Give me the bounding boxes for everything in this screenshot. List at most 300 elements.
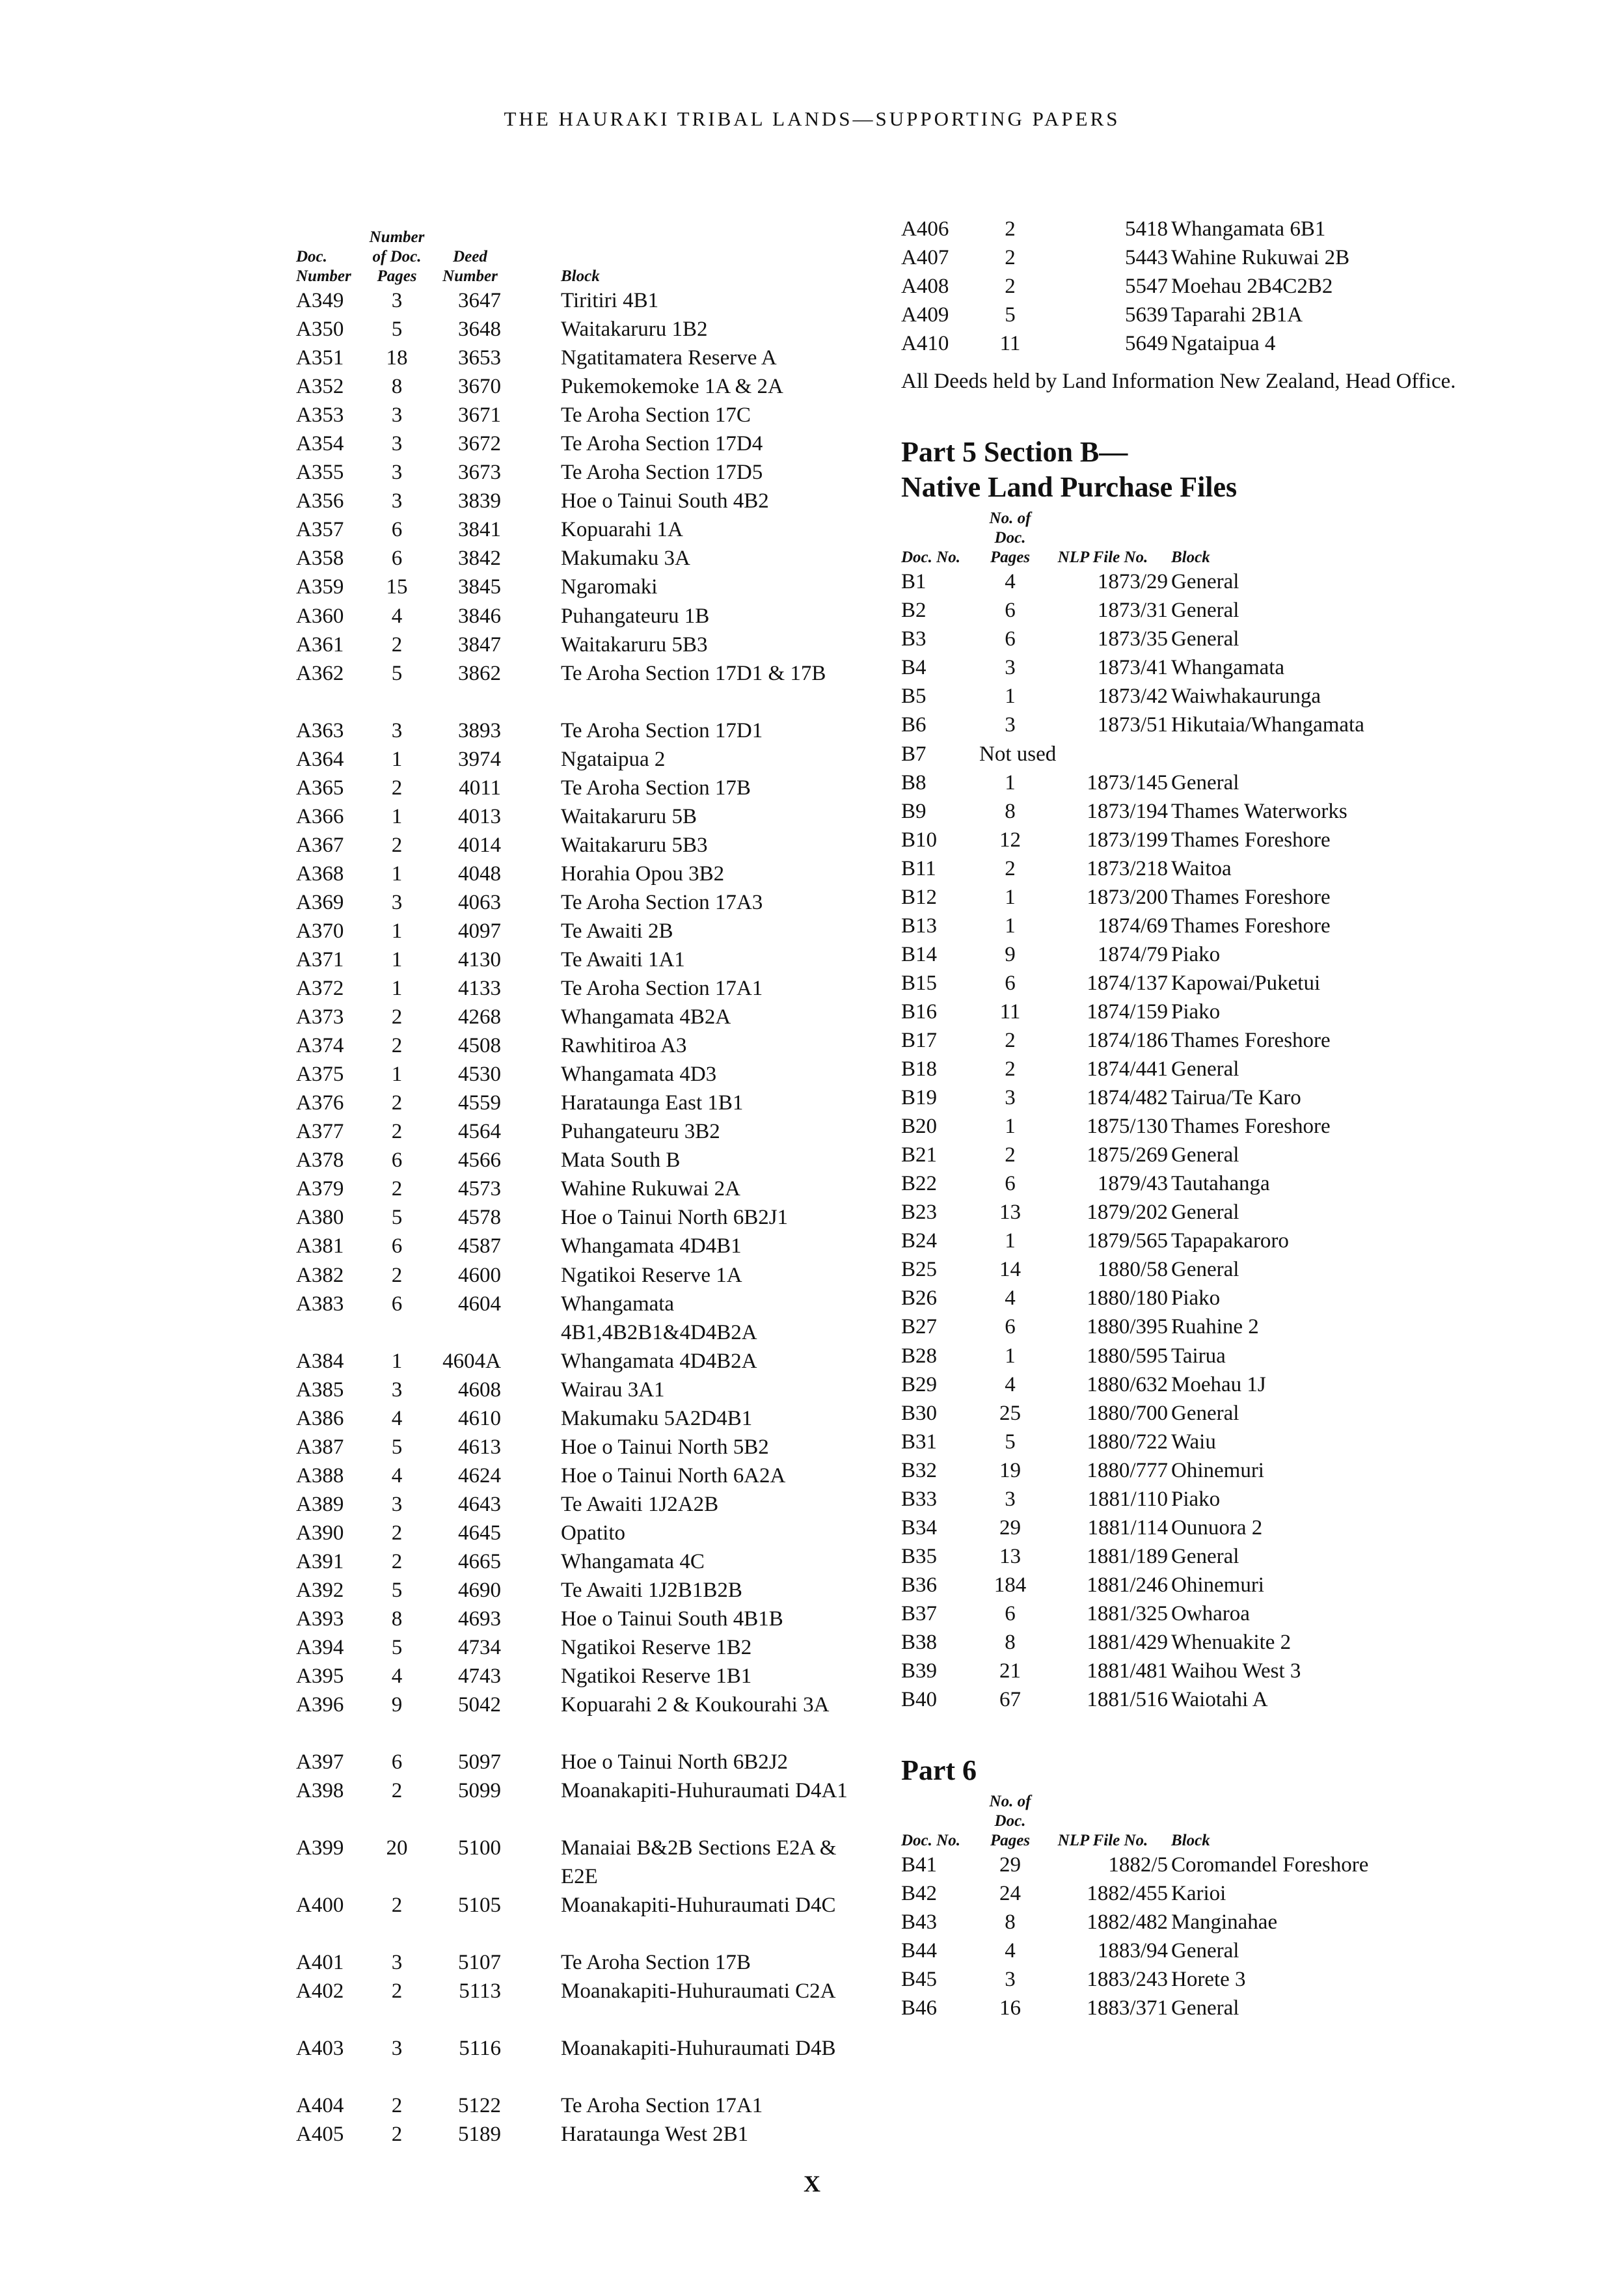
- file-number: 3653: [458, 346, 501, 370]
- doc-number: B27: [901, 1315, 938, 1339]
- page-count: 1: [391, 1349, 403, 1373]
- block-name: Puhangateuru 1B: [561, 604, 710, 628]
- file-number: 1881/114: [1087, 1515, 1168, 1540]
- table-row: [296, 602, 882, 631]
- block-name: Mata South B: [561, 1148, 681, 1173]
- table-row: [296, 1433, 882, 1461]
- header-block: Block: [1171, 1832, 1210, 1850]
- file-number: 4014: [458, 833, 501, 857]
- doc-number: A406: [901, 217, 949, 241]
- part5-title: Part 5 Section B—: [901, 436, 1128, 469]
- doc-number: B7: [901, 742, 927, 766]
- table-row: [901, 1284, 1487, 1312]
- table-row: [296, 1347, 882, 1376]
- page-count: 6: [391, 1234, 403, 1258]
- file-number: 4578: [458, 1206, 501, 1230]
- file-number: 4613: [458, 1435, 501, 1459]
- page-count: 1: [391, 804, 403, 828]
- doc-number: B23: [901, 1201, 938, 1225]
- page-count: 5: [391, 318, 403, 342]
- deeds-table: [296, 215, 882, 2149]
- block-name: Waiotahi A: [1171, 1688, 1268, 1712]
- block-name: Hoe o Tainui South 4B1B: [561, 1607, 783, 1631]
- doc-number: B8: [901, 770, 927, 795]
- file-number: 5547: [1125, 275, 1168, 299]
- page-count: 29: [999, 1853, 1021, 1877]
- file-number: 4610: [458, 1406, 501, 1430]
- doc-number: A356: [296, 489, 344, 513]
- block-name: Waiwhakaurunga: [1171, 685, 1321, 709]
- file-number: 4604A: [442, 1349, 501, 1373]
- doc-number: A389: [296, 1492, 344, 1516]
- file-number: 1880/632: [1087, 1372, 1168, 1396]
- doc-number: B10: [901, 828, 938, 852]
- doc-number: B16: [901, 999, 938, 1024]
- doc-number: A376: [296, 1091, 344, 1115]
- block-name: Karioi: [1171, 1882, 1226, 1906]
- page-count: 21: [999, 1659, 1021, 1683]
- header-deed: Deed Number: [442, 248, 498, 285]
- block-name: Wahine Rukuwai 2A: [561, 1177, 740, 1201]
- table-row: [296, 1891, 882, 1948]
- block-name: Moanakapiti-Huhuraumati D4B: [561, 2037, 836, 2061]
- page-count: 6: [391, 1292, 403, 1316]
- file-number: 4587: [458, 1234, 501, 1258]
- table-row: [296, 888, 882, 917]
- block-name: Puhangateuru 3B2: [561, 1120, 720, 1144]
- file-number: 3839: [458, 489, 501, 513]
- table-row: [296, 344, 882, 372]
- file-number: 1880/777: [1087, 1458, 1168, 1482]
- doc-number: B4: [901, 656, 927, 680]
- file-number: 1874/186: [1087, 1028, 1168, 1052]
- doc-number: A408: [901, 275, 949, 299]
- page-count: 3: [391, 1492, 403, 1516]
- block-name: General: [1171, 1544, 1239, 1568]
- page-count: 8: [1005, 799, 1016, 823]
- page-count: 2: [391, 833, 403, 857]
- block-name: Whenuakite 2: [1171, 1630, 1292, 1654]
- file-number: 5105: [458, 1894, 501, 1918]
- doc-number: A362: [296, 661, 344, 685]
- block-name: Te Aroha Section 17A1: [561, 2094, 763, 2118]
- table-row: [296, 1261, 882, 1290]
- page-count: 3: [1005, 713, 1016, 737]
- page-count: 2: [391, 632, 403, 657]
- file-number: 1883/94: [1097, 1939, 1168, 1963]
- table-row: [901, 711, 1487, 739]
- file-number: 4011: [459, 776, 501, 800]
- file-number: 5042: [458, 1693, 501, 1717]
- block-name: Te Aroha Section 17D5: [561, 461, 763, 485]
- file-number: 4013: [458, 804, 501, 828]
- table-row: [901, 682, 1487, 711]
- page-count: 1: [391, 862, 403, 886]
- file-number: 4508: [458, 1034, 501, 1058]
- page-count: 2: [391, 1779, 403, 1803]
- file-number: 1875/130: [1087, 1115, 1168, 1139]
- table-row: [901, 826, 1487, 854]
- page-count: 4: [1005, 570, 1016, 594]
- page-count: 3: [391, 403, 403, 428]
- page-count: 3: [391, 890, 403, 914]
- header-file: NLP File No.: [1057, 549, 1148, 567]
- file-number: 1881/246: [1087, 1573, 1168, 1597]
- page-count: 3: [391, 432, 403, 456]
- page-count: 6: [1005, 627, 1016, 651]
- file-number: 4048: [458, 862, 501, 886]
- doc-number: B35: [901, 1544, 938, 1568]
- file-number: 1881/189: [1087, 1544, 1168, 1568]
- block-name: Owharoa: [1171, 1601, 1250, 1625]
- table-row: [296, 1031, 882, 1060]
- file-number: 1881/481: [1087, 1659, 1168, 1683]
- file-number: 1874/79: [1097, 942, 1168, 966]
- doc-number: A372: [296, 977, 344, 1001]
- table-row: [901, 1169, 1487, 1198]
- page-count: 4: [391, 1406, 403, 1430]
- file-number: 1882/482: [1087, 1910, 1168, 1935]
- block-name: Tiritiri 4B1: [561, 289, 659, 312]
- page-count: 3: [391, 1378, 403, 1402]
- header-doc: Doc. No.: [901, 1832, 960, 1850]
- page-count: 2: [1005, 217, 1016, 241]
- table-row: [901, 243, 1487, 272]
- page-number: X: [804, 2171, 820, 2197]
- block-name: Waihou West 3: [1171, 1659, 1301, 1683]
- doc-number: A393: [296, 1607, 344, 1631]
- page-count: 2: [391, 1549, 403, 1573]
- page-count: 4: [1005, 1372, 1016, 1396]
- file-number: 1883/243: [1087, 1968, 1168, 1992]
- block-name: Thames Foreshore: [1171, 1028, 1331, 1052]
- table-row: [296, 1461, 882, 1490]
- page-count: 15: [386, 575, 408, 599]
- block-name: General: [1171, 770, 1239, 795]
- deeds-table-continued: [901, 215, 1487, 358]
- table-row: [901, 1141, 1487, 1169]
- table-row: [296, 1748, 882, 1776]
- doc-number: B38: [901, 1630, 938, 1654]
- file-number: 4564: [458, 1120, 501, 1144]
- table-row: [901, 998, 1487, 1026]
- block-name: Ohinemuri: [1171, 1458, 1264, 1482]
- file-number: 3672: [458, 432, 501, 456]
- page-count: 3: [391, 2037, 403, 2061]
- block-name: Tairua/Te Karo: [1171, 1086, 1301, 1110]
- doc-number: A403: [296, 2037, 344, 2061]
- page-count: 18: [386, 346, 408, 370]
- block-name: Hoe o Tainui North 6B2J2: [561, 1750, 789, 1774]
- file-number: 5116: [459, 2037, 501, 2061]
- file-number: 4268: [458, 1005, 501, 1029]
- table-row: [296, 802, 882, 831]
- doc-number: A379: [296, 1177, 344, 1201]
- table-row: [296, 1948, 882, 1977]
- block-name: Te Aroha Section 17D1: [561, 718, 763, 742]
- doc-number: B29: [901, 1372, 938, 1396]
- table-row: [296, 974, 882, 1003]
- file-number: 4690: [458, 1578, 501, 1602]
- page-count: 8: [1005, 1630, 1016, 1654]
- file-number: 5122: [458, 2094, 501, 2118]
- page-count: 6: [1005, 1315, 1016, 1339]
- page-count: 5: [391, 1435, 403, 1459]
- doc-number: A380: [296, 1206, 344, 1230]
- file-number: 4604: [458, 1292, 501, 1316]
- page-count: 24: [999, 1882, 1021, 1906]
- file-number: 1875/269: [1087, 1143, 1168, 1167]
- doc-number: A384: [296, 1349, 344, 1373]
- file-number: 3847: [458, 632, 501, 657]
- block-name: Opatito: [561, 1521, 625, 1545]
- table-row: [296, 1003, 882, 1031]
- doc-number: B2: [901, 599, 927, 623]
- file-number: 4645: [458, 1521, 501, 1545]
- block-name: Piako: [1171, 1487, 1221, 1511]
- table-row: [901, 567, 1487, 596]
- file-number: 3893: [458, 718, 501, 742]
- file-number: 1874/441: [1087, 1057, 1168, 1081]
- table-row: [296, 1605, 882, 1633]
- doc-number: A375: [296, 1063, 344, 1087]
- table-row: [901, 1628, 1487, 1657]
- block-name: Hoe o Tainui North 6A2A: [561, 1463, 786, 1487]
- block-name: Waitoa: [1171, 856, 1232, 880]
- block-name: Hikutaia/Whangamata: [1171, 713, 1364, 737]
- doc-number: A395: [296, 1664, 344, 1689]
- page-count: 13: [999, 1201, 1021, 1225]
- block-name: Waitakaruru 1B2: [561, 318, 708, 342]
- table-row: [901, 1112, 1487, 1141]
- block-name: Rawhitiroa A3: [561, 1034, 687, 1058]
- table-row: [296, 315, 882, 344]
- doc-number: B22: [901, 1172, 938, 1196]
- table-row: [296, 1146, 882, 1175]
- doc-number: B14: [901, 942, 938, 966]
- table-row: [901, 912, 1487, 940]
- doc-number: A359: [296, 575, 344, 599]
- block-name: Tapapakaroro: [1171, 1229, 1289, 1253]
- file-number: 5649: [1125, 332, 1168, 356]
- doc-number: B37: [901, 1601, 938, 1625]
- doc-number: B34: [901, 1515, 938, 1540]
- file-number: 3862: [458, 661, 501, 685]
- table-row: [296, 945, 882, 974]
- page-count: 1: [391, 947, 403, 971]
- table-row: [296, 2091, 882, 2120]
- page-count: 2: [1005, 275, 1016, 299]
- file-number: 3845: [458, 575, 501, 599]
- page-count: 1: [1005, 914, 1016, 938]
- doc-number: B33: [901, 1487, 938, 1511]
- table-row: [901, 797, 1487, 826]
- block-name: Horahia Opou 3B2: [561, 862, 725, 886]
- page-count: 1: [1005, 1344, 1016, 1368]
- block-name: Waitakaruru 5B3: [561, 632, 708, 657]
- file-number: 1874/159: [1087, 999, 1168, 1024]
- table-row: [296, 1547, 882, 1576]
- page-count: 4: [391, 1664, 403, 1689]
- doc-number: B28: [901, 1344, 938, 1368]
- table-row: [296, 1060, 882, 1089]
- block-name: Thames Foreshore: [1171, 1115, 1331, 1139]
- block-name: Waitakaruru 5B: [561, 804, 697, 828]
- file-number: 5099: [458, 1779, 501, 1803]
- block-name: Whangamata 6B1: [1171, 217, 1326, 241]
- table-row: [901, 1851, 1487, 1879]
- header-doc: Doc. No.: [901, 549, 960, 567]
- file-number: 1874/137: [1087, 971, 1168, 995]
- table-row: [901, 1571, 1487, 1599]
- block-name: Kapowai/Puketui: [1171, 971, 1321, 995]
- table-row: [901, 1879, 1487, 1908]
- table-row: [296, 458, 882, 487]
- block-name: Coromandel Foreshore: [1171, 1853, 1369, 1877]
- page-count: 9: [391, 1693, 403, 1717]
- page-count: 2: [391, 1521, 403, 1545]
- file-number: 3842: [458, 547, 501, 571]
- file-number: 1879/202: [1087, 1201, 1168, 1225]
- file-number: 5443: [1125, 246, 1168, 270]
- file-number: 4559: [458, 1091, 501, 1115]
- block-name: General: [1171, 1401, 1239, 1425]
- block-name: General: [1171, 570, 1239, 594]
- doc-number: B42: [901, 1882, 938, 1906]
- file-number: 1881/516: [1087, 1688, 1168, 1712]
- doc-number: A373: [296, 1005, 344, 1029]
- file-number: 5418: [1125, 217, 1168, 241]
- table-row: [901, 1083, 1487, 1112]
- doc-number: B25: [901, 1258, 938, 1282]
- file-number: 3841: [458, 518, 501, 542]
- page-count: 4: [1005, 1286, 1016, 1311]
- block-name: Makumaku 3A: [561, 547, 690, 571]
- page-count: 29: [999, 1515, 1021, 1540]
- block-name: Ngatikoi Reserve 1B1: [561, 1664, 752, 1689]
- file-number: 1873/42: [1097, 685, 1168, 709]
- file-number: 4063: [458, 890, 501, 914]
- table-row: [296, 1691, 882, 1748]
- file-number: 1873/35: [1097, 627, 1168, 651]
- block-name: Kopuarahi 1A: [561, 518, 683, 542]
- doc-number: B5: [901, 685, 927, 709]
- file-number: 3671: [458, 403, 501, 428]
- page-count: 3: [391, 718, 403, 742]
- page-count: 3: [1005, 1086, 1016, 1110]
- page-count: 1: [391, 919, 403, 943]
- doc-number: A354: [296, 432, 344, 456]
- table-row: [296, 1490, 882, 1519]
- doc-number: A387: [296, 1435, 344, 1459]
- page-count: 2: [391, 1263, 403, 1287]
- file-number: 1873/194: [1087, 799, 1168, 823]
- block-name: Thames Foreshore: [1171, 828, 1331, 852]
- doc-number: A374: [296, 1034, 344, 1058]
- doc-number: A357: [296, 518, 344, 542]
- page-count: 13: [999, 1544, 1021, 1568]
- doc-number: A402: [296, 1979, 344, 2004]
- file-number: 4624: [458, 1463, 501, 1487]
- doc-number: B40: [901, 1688, 938, 1712]
- page-count: 2: [1005, 246, 1016, 270]
- doc-number: B36: [901, 1573, 938, 1597]
- doc-number: B9: [901, 799, 927, 823]
- block-name: General: [1171, 1939, 1239, 1963]
- doc-number: B3: [901, 627, 927, 651]
- table-row: [296, 716, 882, 745]
- table-row: [901, 1936, 1487, 1965]
- header-pages: No. of Doc. Pages: [989, 509, 1031, 567]
- table-row: [901, 1370, 1487, 1399]
- doc-number: B30: [901, 1401, 938, 1425]
- block-name: Ounuora 2: [1171, 1515, 1263, 1540]
- table-row: [901, 301, 1487, 329]
- doc-number: B11: [901, 856, 936, 880]
- doc-number: A404: [296, 2094, 344, 2118]
- doc-number: A385: [296, 1378, 344, 1402]
- page-count: 1: [391, 1063, 403, 1087]
- doc-number: A407: [901, 246, 949, 270]
- doc-number: A405: [296, 2123, 344, 2147]
- doc-number: B41: [901, 1853, 938, 1877]
- page-count: 3: [391, 289, 403, 312]
- table-row: [296, 544, 882, 573]
- page-count: 3: [1005, 1487, 1016, 1511]
- table-row: [901, 1965, 1487, 1994]
- page-count: 2: [391, 1120, 403, 1144]
- block-name: Moanakapiti-Huhuraumati D4A1: [561, 1779, 848, 1803]
- table-row: [901, 940, 1487, 969]
- page-count: 2: [1005, 1143, 1016, 1167]
- page-count: 5: [1005, 1430, 1016, 1454]
- file-number: 4734: [458, 1636, 501, 1660]
- block-name: Te Awaiti 2B: [561, 919, 673, 943]
- block-name: Pukemokemoke 1A & 2A: [561, 375, 783, 399]
- block-name: Te Aroha Section 17A3: [561, 890, 763, 914]
- block-name: Tautahanga: [1171, 1172, 1270, 1196]
- page-count: 2: [391, 1177, 403, 1201]
- part6-table: [901, 1788, 1487, 2022]
- page-count: 16: [999, 1996, 1021, 2020]
- table-row: [901, 1685, 1487, 1714]
- not-used-note: Not used: [979, 742, 1057, 766]
- file-number: 1873/218: [1087, 856, 1168, 880]
- table-row: [901, 1399, 1487, 1428]
- file-number: 3648: [458, 318, 501, 342]
- doc-number: A397: [296, 1750, 344, 1774]
- file-number: 5097: [458, 1750, 501, 1774]
- page-count: 8: [391, 375, 403, 399]
- block-name: Thames Foreshore: [1171, 885, 1331, 909]
- doc-number: A351: [296, 346, 344, 370]
- block-name: Manaiai B&2B Sections E2A & E2E: [561, 1836, 837, 1889]
- block-name: Taparahi 2B1A: [1171, 303, 1303, 327]
- block-name: Makumaku 5A2D4B1: [561, 1406, 753, 1430]
- block-name: Piako: [1171, 942, 1221, 966]
- table-row: [296, 1203, 882, 1232]
- page-count: 2: [391, 2123, 403, 2147]
- block-name: Ngaromaki: [561, 575, 658, 599]
- doc-number: A363: [296, 718, 344, 742]
- doc-number: A378: [296, 1148, 344, 1173]
- table-row: [901, 653, 1487, 682]
- table-row: [901, 625, 1487, 653]
- doc-number: A352: [296, 375, 344, 399]
- page-count: 1: [1005, 885, 1016, 909]
- doc-number: A367: [296, 833, 344, 857]
- block-name: Ngatitamatera Reserve A: [561, 346, 777, 370]
